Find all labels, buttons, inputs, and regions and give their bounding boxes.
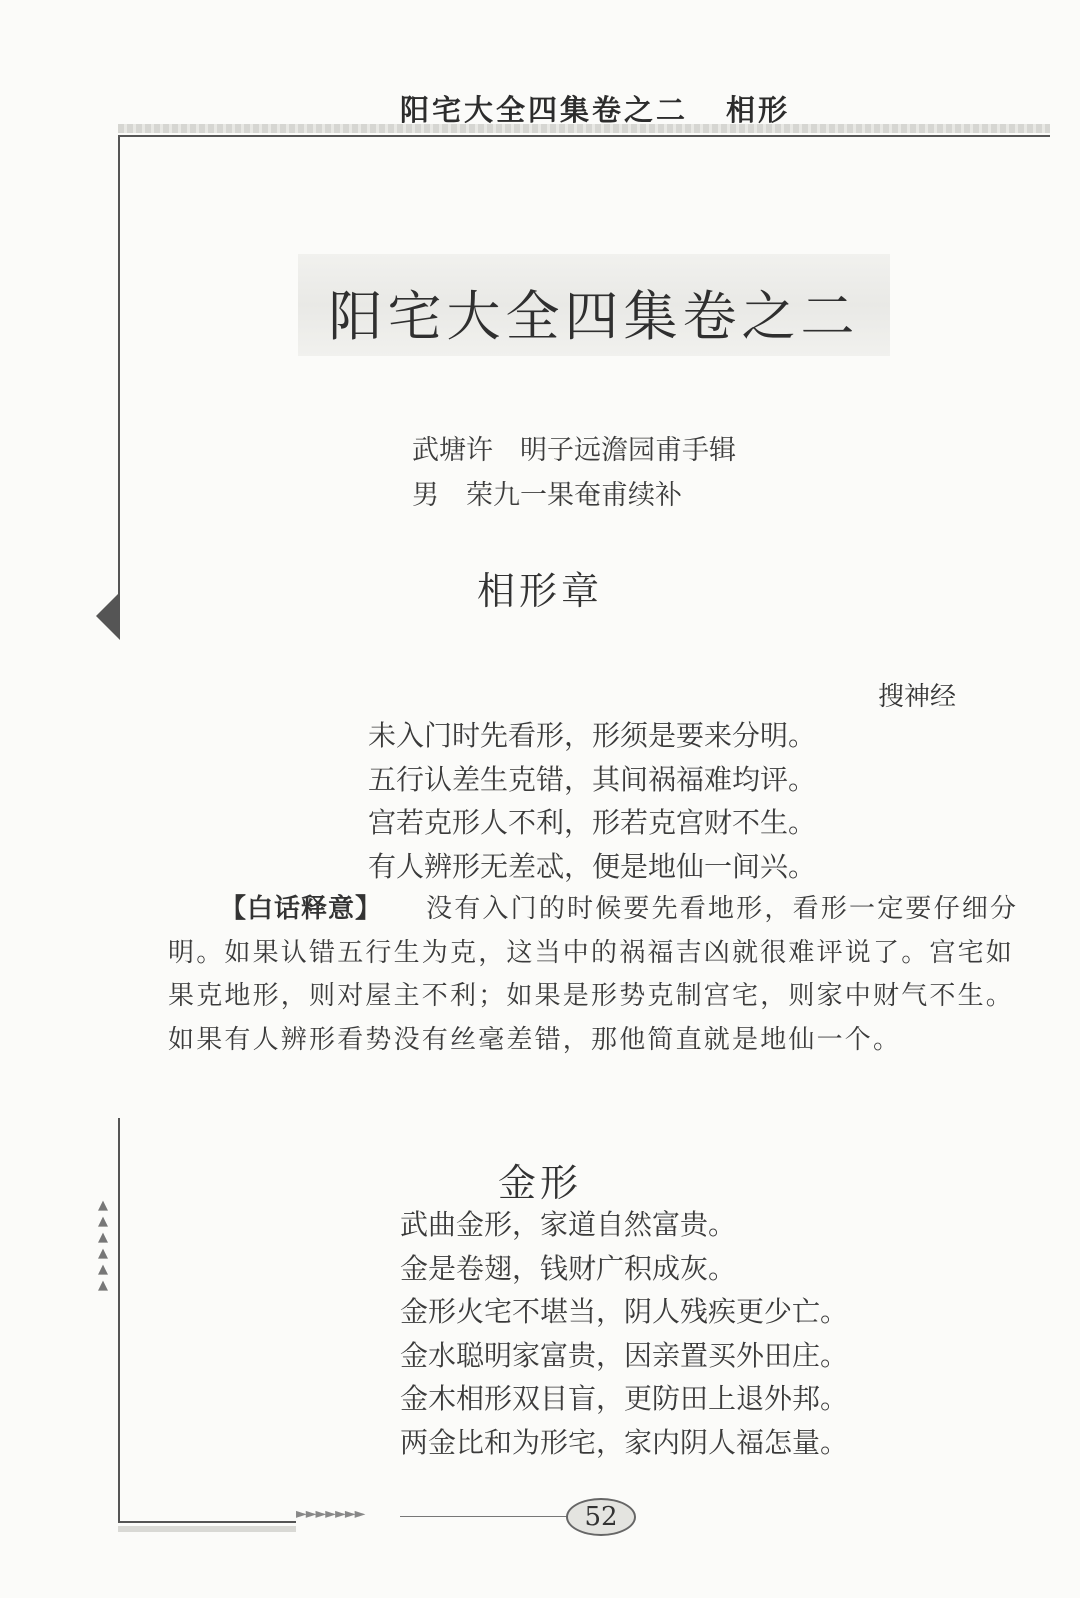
verse-line: 金木相形双目盲，更防田上退外邦。 xyxy=(400,1382,849,1415)
verse-line: 武曲金形，家道自然富贵。 xyxy=(400,1208,737,1241)
source-attribution: 搜神经 xyxy=(878,682,957,712)
verse-line: 有人辨形无差忒，便是地仙一间兴。 xyxy=(368,849,817,883)
section-title: 金形 xyxy=(497,1161,582,1205)
chapter-title: 阳宅大全四集卷之二 xyxy=(328,285,860,348)
verse-line: 金是卷翅，钱财广积成灰。 xyxy=(400,1251,737,1285)
verse-line: 五行认差生克错，其间祸福难均评。 xyxy=(368,762,817,796)
credit-line: 男 荣九一果奄甫续补 xyxy=(412,480,682,511)
commentary-tag: 【白话释意】 xyxy=(220,894,383,924)
page-number: 52 xyxy=(566,1498,636,1536)
running-head-book: 阳宅大全四集卷之二 xyxy=(400,93,689,127)
credits xyxy=(412,428,736,518)
footer-arrow-ornament: ►►►►►►► xyxy=(296,1506,365,1522)
commentary-text: 没有入门的时候要先看地形，看形一定要仔细分明。如果认错五行生为克，这当中的祸福吉凶就很难评说了。宫宅如果克地形，则对屋主不利；如果是形势克制宫宅，则家中财气不生。如果有人辨形看势没有丝毫差错，那他简直就是地仙一个。 xyxy=(168,894,1019,1055)
verse-line: 宫若克形人不利，形若克宫财不生。 xyxy=(368,806,817,839)
credit-line: 武塘许 明子远澹园甫手辑 xyxy=(412,435,736,466)
running-head xyxy=(400,88,820,129)
verse-block xyxy=(368,714,816,888)
running-head-section: 相形 xyxy=(726,93,791,127)
commentary-paragraph xyxy=(168,888,1033,1062)
verse-block xyxy=(400,1203,848,1464)
triangle-ornament-stack: ▲ ▲ ▲ ▲ ▲ ▲ xyxy=(98,1198,108,1293)
verse-line: 未入门时先看形，形须是要来分明。 xyxy=(368,719,817,752)
footer-rule-shadow xyxy=(118,1526,296,1532)
verse-line: 金形火宅不堪当，阴人残疾更少亡。 xyxy=(400,1295,849,1328)
section-title: 相形章 xyxy=(476,569,603,613)
footer-rule xyxy=(118,1521,296,1523)
footer-thin-rule xyxy=(400,1516,570,1517)
verse-line: 金水聪明家富贵，因亲置买外田庄。 xyxy=(400,1338,849,1372)
verse-line: 两金比和为形宅，家内阴人福怎量。 xyxy=(400,1425,849,1459)
left-border-rule xyxy=(118,135,120,630)
header-rule xyxy=(118,135,1050,137)
